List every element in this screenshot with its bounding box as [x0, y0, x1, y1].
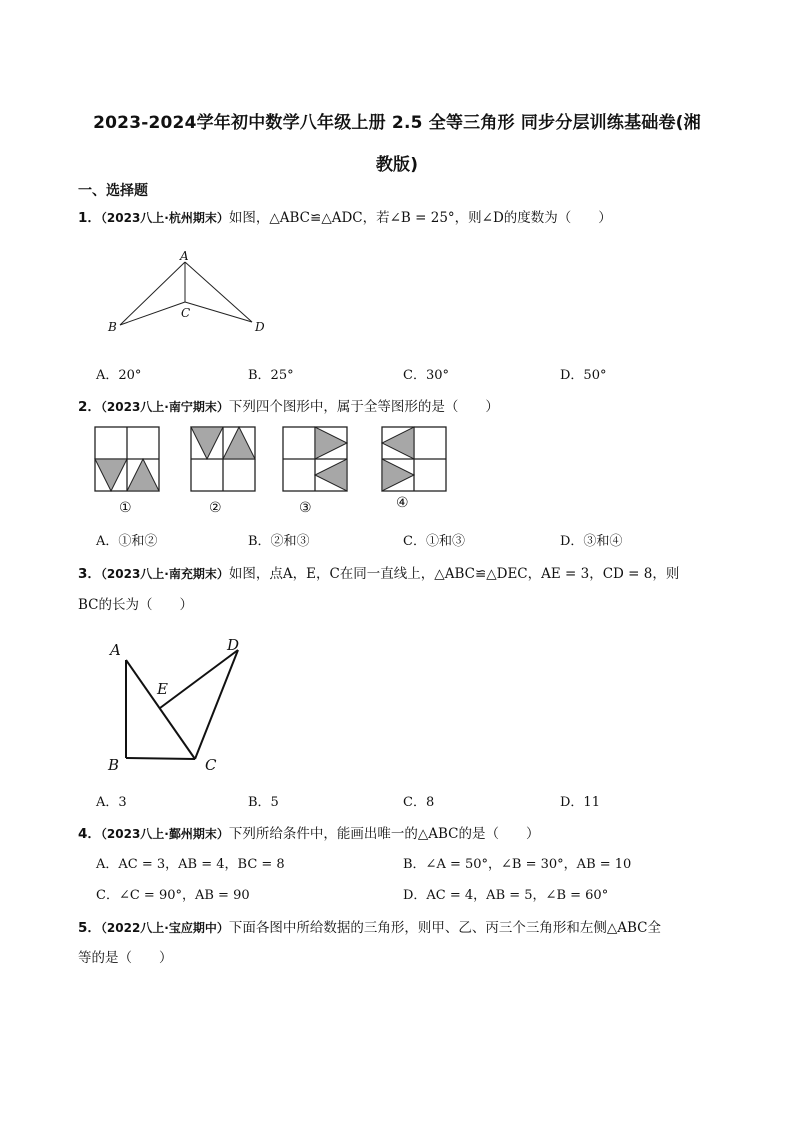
option-c[interactable]: C．8: [403, 795, 435, 810]
question-text: 下列所给条件中，能画出唯一的△ABC的是（ ）: [228, 826, 540, 842]
segment-ad: [185, 262, 252, 322]
question-5-continued: 等的是（ ）: [78, 950, 173, 966]
question-1-figure: [100, 245, 280, 340]
question-text: 下列四个图形中，属于全等图形的是（ ）: [228, 399, 499, 415]
option-a[interactable]: A．AC = 3，AB = 4，BC = 8: [96, 857, 285, 872]
triangle-shape: [223, 427, 255, 459]
question-text: 如图，△ABC≌△ADC，若∠B = 25°，则∠D的度数为（ ）: [228, 210, 612, 226]
label-c: C: [181, 306, 191, 320]
grid-figure-4: [382, 427, 446, 511]
label-b: B: [108, 320, 117, 334]
triangle-shape: [382, 427, 414, 459]
page-title-line-1: 2023-2024学年初中数学八年级上册 2.5 全等三角形 同步分层训练基础卷(湘: [93, 113, 701, 133]
option-b[interactable]: B．25°: [248, 368, 294, 383]
segment-cd: [185, 302, 252, 322]
question-source: （2023八上·杭州期末）: [100, 211, 229, 225]
option-c[interactable]: C．∠C = 90°，AB = 90: [96, 888, 250, 903]
question-number: 3．: [78, 566, 101, 582]
question-2: [78, 395, 499, 415]
question-number: 4．: [78, 826, 101, 842]
segment-ab: [120, 262, 185, 325]
question-text: 如图，点A，E，C在同一直线上，△ABC≌△DEC，AE = 3，CD = 8，则: [228, 566, 680, 582]
segment-bc: [126, 758, 195, 759]
question-number: 2．: [78, 399, 101, 415]
triangle-shape: [382, 459, 414, 491]
question-3-continued: BC的长为（ ）: [78, 597, 194, 613]
triangle-shape: [315, 427, 347, 459]
question-5: [78, 916, 661, 936]
page-title-line-2: 教版): [375, 155, 419, 175]
question-3: [78, 562, 679, 582]
figure-label-1: ①: [119, 500, 132, 516]
label-a: A: [110, 641, 121, 659]
triangle-shape: [315, 459, 347, 491]
figure-label-3: ③: [299, 500, 312, 516]
segment-ac: [126, 660, 195, 759]
option-d[interactable]: D．AC = 4，AB = 5，∠B = 60°: [403, 888, 609, 903]
question-text: 下面各图中所给数据的三角形，则甲、乙、丙三个三角形和左侧△ABC全: [228, 920, 662, 936]
label-d: D: [255, 320, 265, 334]
figure-label-4: ④: [396, 495, 409, 511]
label-b: B: [108, 756, 120, 774]
option-d[interactable]: D．50°: [560, 368, 607, 383]
label-d: D: [227, 636, 240, 654]
label-e: E: [157, 680, 168, 698]
question-2-figures: [90, 425, 450, 520]
question-4: [78, 822, 540, 842]
question-number: 5．: [78, 920, 101, 936]
label-c: C: [205, 756, 217, 774]
option-b[interactable]: B．∠A = 50°，∠B = 30°，AB = 10: [403, 857, 632, 872]
question-source: （2023八上·南充期末）: [100, 567, 229, 581]
section-heading: 一、选择题: [78, 183, 148, 199]
question-source: （2023八上·鄞州期末）: [100, 827, 229, 841]
option-a[interactable]: A．①和②: [96, 534, 158, 549]
question-source: （2023八上·南宁期末）: [100, 400, 229, 414]
option-b[interactable]: B．②和③: [248, 534, 310, 549]
option-c[interactable]: C．30°: [403, 368, 449, 383]
option-d[interactable]: D．③和④: [560, 534, 623, 549]
label-a: A: [180, 249, 189, 263]
grid-figure-3: [283, 427, 347, 516]
grid-figure-2: [191, 427, 255, 516]
option-a[interactable]: A．20°: [96, 368, 142, 383]
question-1: [78, 206, 612, 226]
question-number: 1．: [78, 210, 101, 226]
question-3-figure: [100, 630, 260, 780]
option-d[interactable]: D．11: [560, 795, 600, 810]
option-a[interactable]: A．3: [96, 795, 127, 810]
option-b[interactable]: B．5: [248, 795, 279, 810]
grid-figure-1: [95, 427, 159, 516]
option-c[interactable]: C．①和③: [403, 534, 465, 549]
triangle-shape: [95, 459, 127, 491]
segment-bc: [120, 302, 185, 325]
triangle-shape: [191, 427, 223, 459]
question-source: （2022八上·宝应期中）: [100, 921, 229, 935]
figure-label-2: ②: [209, 500, 222, 516]
triangle-shape: [127, 459, 159, 491]
